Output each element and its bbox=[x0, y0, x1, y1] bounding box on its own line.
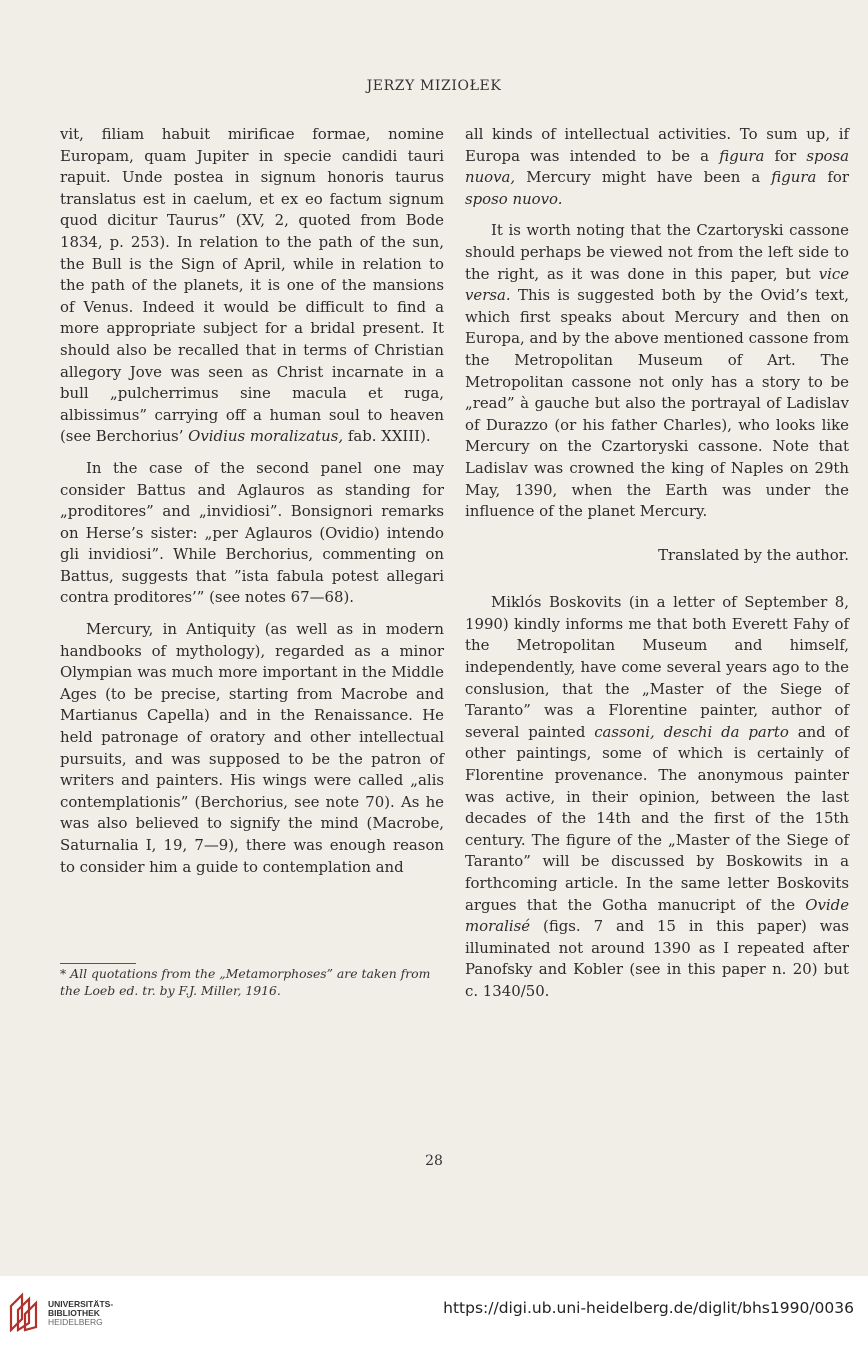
paragraph: Miklós Boskovits (in a letter of September 8, 1990) kindly informs me that both Everett Fahy of the Metropolitan Museum and himself, independently, have come several years ago to the conslusion, that the „Master of the Siege of Taranto” was a Florentine painter, author of several painted cassoni, deschi da parto and of other paintings, some of which is certainly of Florentine provenance. The anonymous painter was active, in their opinion, between the last decades of the 14th and the first of the 15th century. The figure of the „Master of the Siege of Taranto” will be discussed by Boskowits in a forthcoming article. In the same letter Boskovits argues that the Gotha manucript of the Ovide moralisé (figs. 7 and 15 in this paper) was illuminated not around 1390 as I repeated after Panofsky and Kobler (see in this paper n. 20) but c. 1340/50. bbox=[465, 593, 850, 1000]
paragraph: In the case of the second panel one may consider Battus and Aglauros as standing for „proditores” and „invidiosi”. Bonsignori remarks on Herse’s sister: „per Aglauros (Ovidio) intendo gli invidiosi”. While Berchorius, commenting on Battus, suggests that ”ista fabula potest allegari contra proditores’” (see notes 67—68). bbox=[60, 458, 444, 607]
footnote bbox=[60, 966, 444, 999]
left-column bbox=[60, 124, 444, 878]
paragraph: all kinds of intellectual activities. To sum up, if Europa was intended to be a figura for sposa nuova, Mercury might have been a figura for sposo nuovo. bbox=[465, 125, 850, 208]
translation-credit: Translated by the author. bbox=[658, 545, 849, 564]
paragraph: Mercury, in Antiquity (as well as in modern handbooks of mythology), regarded as a minor Olympian was much more important in the Middle Ages (to be precise, starting from Macrobe and Martianus Capella) and in the Renaissance. He held patronage of oratory and other intellectual pursuits, and was supposed to be the patron of writers and painters. His wings were called „alis contemplationis” (Berchorius, see note 70). As he was also believed to signify the mind (Macrobe, Saturnalia I, 19, 7—9), there was enough reason to consider him a guide to contemplation and bbox=[60, 620, 444, 876]
source-url-link[interactable]: https://digi.ub.uni-heidelberg.de/diglit/bhs1990/0036 bbox=[443, 1299, 854, 1317]
footnote-marker: * bbox=[60, 966, 67, 981]
page-number: 28 bbox=[425, 1153, 443, 1169]
library-logo-icon bbox=[8, 1292, 42, 1332]
library-name: UNIVERSITÄTS- BIBLIOTHEK HEIDELBERG bbox=[48, 1299, 114, 1327]
footnote-divider bbox=[60, 963, 136, 964]
footnote-text: All quotations from the „Metamorphoses” are taken from the Loeb ed. tr. by F.J. Miller, 1916. bbox=[60, 966, 431, 998]
footer-bar bbox=[0, 1276, 868, 1348]
right-column bbox=[465, 124, 849, 1003]
paragraph: vit, filiam habuit mirificae formae, nomine Europam, quam Jupiter in specie candidi tauri rapuit. Unde postea in signum honoris taurus translatus est in caelum, et ex eo factum signum quod dicitur Taurus” (XV, 2, quoted from Bode 1834, p. 253). In relation to the path of the sun, the Bull is the Sign of April, while in relation to the path of the planets, it is one of the mansions of Venus. Indeed it would be difficult to find a more appropriate subject for a bridal present. It should also be recalled that in terms of Christian allegory Jove was seen as Christ incarnate in a bull „pulcherrimus sine macula et ruga, albissimus” carrying off a human soul to heaven (see Berchorius’ Ovidius moralizatus, fab. XXIII). bbox=[60, 125, 444, 446]
running-header: JERZY MIZIOŁEK bbox=[366, 78, 502, 94]
paragraph: It is worth noting that the Czartoryski cassone should perhaps be viewed not from the left side to the right, as it was done in this paper, but vice versa. This is suggested both by the Ovid’s text, which first speaks about Mercury and then on Europa, and by the above mentioned cassone from the Metropolitan Museum of Art. The Metropolitan cassone not only has a story to be „read” à gauche but also the portrayal of Ladislav of Durazzo (or his father Charles), who looks like Mercury on the Czartoryski cassone. Note that Ladislav was crowned the king of Naples on 29th May, 1390, when the Earth was under the influence of the planet Mercury. bbox=[465, 221, 850, 521]
